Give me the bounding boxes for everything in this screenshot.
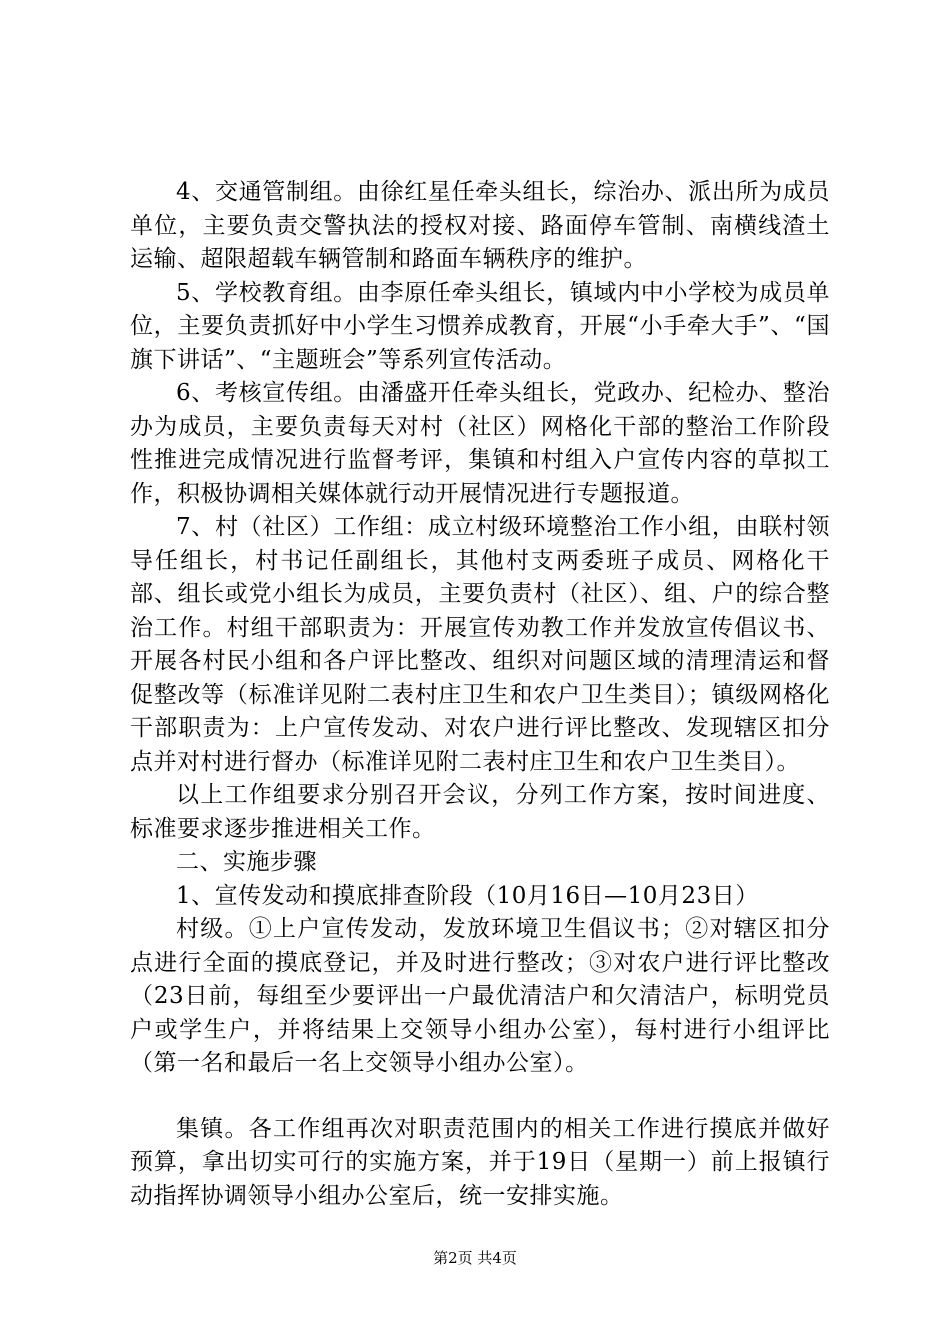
paragraph-village-work-group: 7、村（社区）工作组：成立村级环境整治工作小组，由联村领导任组长，村书记任副组长，其他村支两委班子成员、网格化干部、组长或党小组长为成员，主要负责村（社区）、组、户的综合整治工作。村组干部职责为：开展宣传劝教工作并发放宣传倡议书、开展各村民小组和各户评比整改、组织对问题区域的清理清运和督促整改等（标准详见附二表村庄卫生和农户卫生类目）；镇级网格化干部职责为：上户宣传发动、对农户进行评比整改、发现辖区扣分点并对村进行督办（标准详见附二表村庄卫生和农户卫生类目）。 (130, 514, 830, 775)
page-number-footer: 第2页 共4页 (433, 1249, 517, 1267)
paragraph-group-requirements: 以上工作组要求分别召开会议，分列工作方案，按时间进度、标准要求逐步推进相关工作。 (130, 782, 830, 842)
paragraph-traffic-control-group: 4、交通管制组。由徐红星任牵头组长，综治办、派出所为成员单位，主要负责交警执法的授权对接、路面停车管制、南横线渣土运输、超限超载车辆管制和路面车辆秩序的维护。 (130, 179, 830, 272)
section-heading-implementation-steps: 二、实施步骤 (176, 849, 317, 875)
document-body (130, 176, 830, 1213)
paragraph-school-education-group: 5、学校教育组。由李原任牵头组长，镇域内中小学校为成员单位，主要负责抓好中小学生习惯养成教育，开展“小手牵大手”、“国旗下讲话”、“主题班会”等系列宣传活动。 (130, 279, 830, 373)
paragraph-village-level: 村级。①上户宣传发动，发放环境卫生倡议书；②对辖区扣分点进行全面的摸底登记，并及时进行整改；③对农户进行评比整改（23日前，每组至少要评出一户最优清洁户和欠清洁户，标明党员户或学生户，并将结果上交领导小组办公室），每村进行小组评比（第一名和最后一名上交领导小组办公室）。 (130, 916, 830, 1076)
paragraph-spacer (130, 1081, 830, 1113)
subheading-publicity-survey-stage: 1、宣传发动和摸底排查阶段（10月16日—10月23日） (176, 882, 759, 909)
paragraph-assessment-publicity-group: 6、考核宣传组。由潘盛开任牵头组长，党政办、纪检办、整治办为成员，主要负责每天对村（社区）网格化干部的整治工作阶段性推进完成情况进行监督考评，集镇和村组入户宣传内容的草拟工作，积极协调相关媒体就行动开展情况进行专题报道。 (130, 380, 830, 507)
paragraph-town-level: 集镇。各工作组再次对职责范围内的相关工作进行摸底并做好预算，拿出切实可行的实施方案，并于19日（星期一）前上报镇行动指挥协调领导小组办公室后，统一安排实施。 (130, 1115, 830, 1209)
